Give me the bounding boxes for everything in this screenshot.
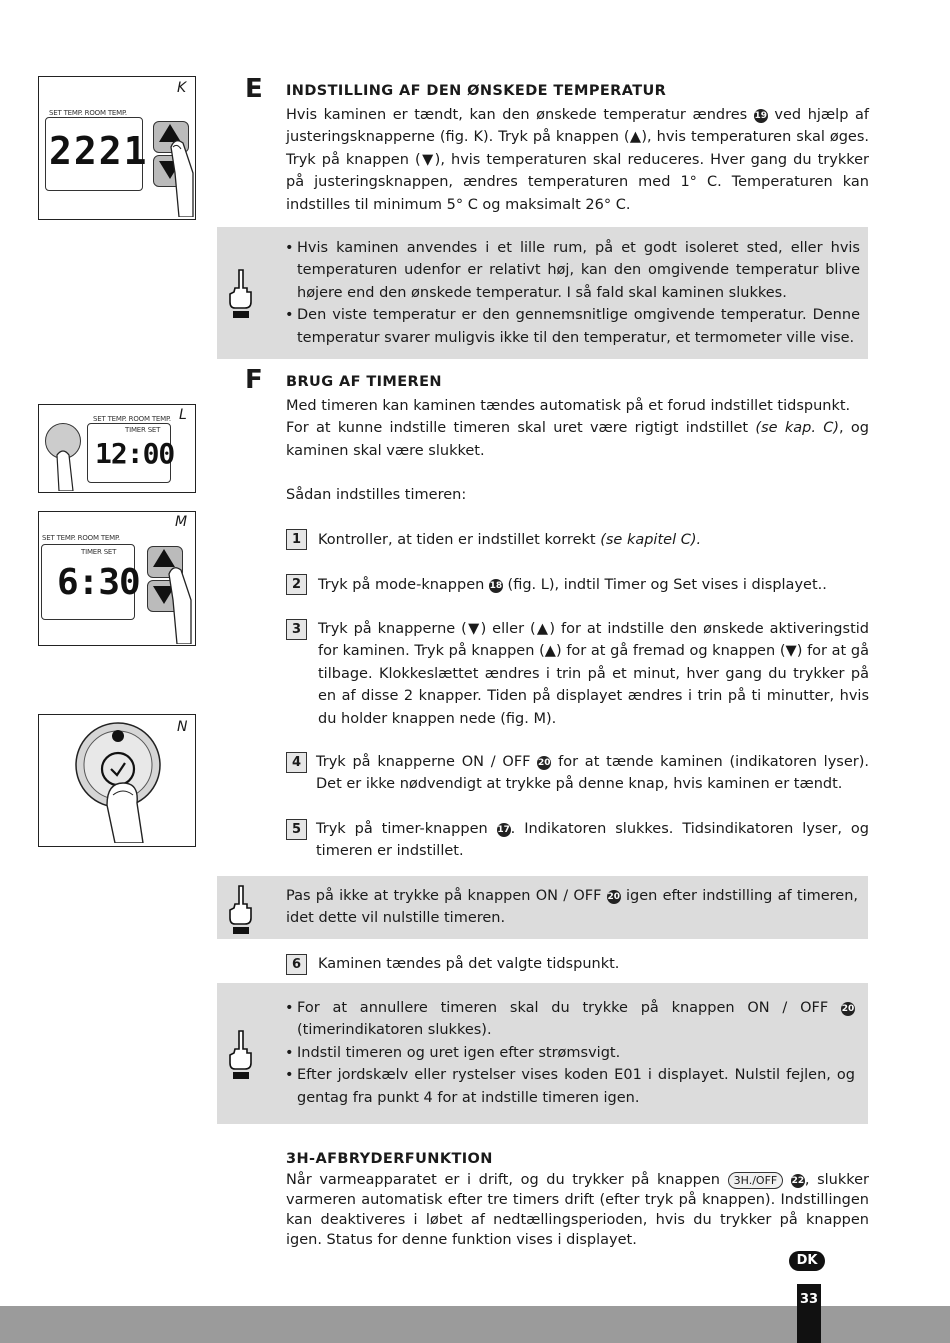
lcd-labels: SET TEMP. ROOM TEMP.	[49, 109, 127, 117]
lcd-timer-label: TIMER SET	[81, 548, 117, 556]
ref-number-badge: 20	[538, 758, 551, 768]
section-letter-f: F	[245, 365, 263, 395]
finger-icon	[165, 133, 195, 217]
lcd-digits: 12:00	[95, 437, 175, 470]
step-text: Kaminen tændes på det valgte tidspunkt.	[318, 956, 620, 972]
lcd-digits: 2221	[49, 129, 149, 173]
pointing-hand-icon	[225, 884, 255, 936]
page-number: 33	[797, 1284, 821, 1343]
ref-number-badge: 18	[489, 581, 503, 591]
section-3h-paragraph: Når varmeapparatet er i drift, og du trykker på knappen 3H./OFF 22, slukker varmeren automatisk efter tre timers drift (efter tryk på knappen). Indstillingen kan deaktiveres i løbet af nedtællingsperioden, hvis du trykker på knappen igen. Status for denne funktion vises i displayet.	[286, 1172, 870, 1248]
step-number: 4	[286, 752, 307, 773]
figure-n	[38, 714, 196, 847]
note-item: • Efter jordskælv eller rystelser vises koden E01 i displayet. Nulstil fejlen, og gentag fra punkt 4 for at indstille timeren igen.	[285, 1064, 855, 1109]
paragraph-text: ved hjælp af justeringsknapperne (fig. K). Tryk på knappen (▲), hvis temperaturen skal øges. Tryk på knappen (▼), hvis temperaturen skal reduceres. Hver gang du trykker på justeringsknappen, ændres temperaturen med 1° C. Temperaturen kan indstilles til minimum 5° C og maksimalt 26° C.	[286, 107, 869, 213]
step-text: Kontroller, at tiden er indstillet korrekt (se kapitel C).	[318, 532, 702, 548]
step-text: Tryk på timer-knappen 17. Indikatoren slukkes. Tidsindikatoren lyser, og timeren er indstillet.	[316, 821, 869, 860]
step-text: Tryk på mode-knappen 18 (fig. L), indtil Timer og Set vises i displayet..	[318, 577, 827, 593]
step-number: 5	[286, 819, 307, 840]
note-item: • Den viste temperatur er den gennemsnitlige omgivende temperatur. Denne temperatur svarer muligvis ikke til den temperatur, et termometer ville vise.	[285, 304, 860, 349]
ref-number-badge: 17	[497, 825, 510, 835]
step-text: Tryk på knapperne (▼) eller (▲) for at indstille den ønskede aktiveringstid for kaminen. Tryk på knappen (▲) for at gå fremad og knappen (▼) for at gå tilbage. Klokkeslættet ændres i trin på et minut, hver gang du trykker på en af disse 2 knapper. Tiden på displayet ændres i trin på ti minutter, hvis du holder knappen nede (fig. M).	[318, 621, 869, 727]
step-number: 1	[286, 529, 307, 550]
ref-number-badge: 22	[791, 1176, 805, 1186]
figure-k	[38, 76, 196, 220]
note-item: • Hvis kaminen anvendes i et lille rum, på et godt isoleret sted, eller hvis temperaturen udenfor er relativt høj, kan den omgivende temperatur blive højere end den ønskede temperatur. I så fald skal kaminen slukkes.	[285, 237, 860, 304]
language-badge: DK	[789, 1251, 825, 1271]
figure-l	[38, 404, 196, 493]
figure-label: K	[177, 80, 187, 96]
figure-label: L	[179, 407, 187, 423]
timer-button-illustration	[75, 717, 165, 843]
figure-label: M	[175, 514, 188, 530]
section-e-heading: INDSTILLING AF DEN ØNSKEDE TEMPERATUR	[286, 83, 667, 99]
ref-number-badge: 20	[607, 892, 621, 902]
figure-label: N	[177, 719, 188, 735]
3h-off-button-icon: 3H./OFF	[728, 1172, 784, 1189]
intro-line: For at kunne indstille timeren skal uret være rigtigt indstillet (se kap. C), og kaminen skal være slukket.	[286, 420, 869, 459]
lcd-timer-label: TIMER SET	[125, 426, 161, 434]
figure-m	[38, 511, 196, 646]
paragraph-text: Hvis kaminen er tændt, kan den ønskede temperatur ændres	[286, 107, 754, 123]
intro-line: Med timeren kan kaminen tændes automatisk på et forud indstillet tidspunkt.	[286, 398, 851, 414]
step-number: 2	[286, 574, 307, 595]
note-box	[217, 227, 868, 359]
lcd-digits: 6:30	[57, 562, 140, 603]
section-e-paragraph	[286, 104, 869, 216]
finger-icon	[53, 447, 77, 491]
section-f-how: Sådan indstilles timeren:	[286, 487, 467, 503]
ref-number-badge: 20	[841, 1004, 855, 1014]
step-text: Tryk på knapperne ON / OFF 20 for at tænde kaminen (indikatoren lyser). Det er ikke nødvendigt at trykke på denne knap, hvis kaminen er tændt.	[316, 754, 869, 793]
ref-number-badge: 19	[754, 111, 768, 121]
note-box	[217, 983, 868, 1124]
pointing-hand-icon	[225, 1029, 255, 1081]
lcd-labels: SET TEMP. ROOM TEMP.	[42, 534, 120, 542]
finger-icon	[163, 560, 193, 644]
lcd-labels: SET TEMP. ROOM TEMP.	[93, 415, 171, 423]
section-f-heading: BRUG AF TIMEREN	[286, 374, 442, 390]
section-3h-heading: 3H-AFBRYDERFUNKTION	[286, 1151, 493, 1167]
pointing-hand-icon	[225, 268, 255, 320]
section-f-intro	[286, 395, 869, 462]
step-number: 3	[286, 619, 307, 640]
section-letter-e: E	[245, 74, 263, 104]
note-box	[217, 876, 868, 939]
note-item: • Indstil timeren og uret igen efter strømsvigt.	[285, 1042, 855, 1064]
note-text: Pas på ikke at trykke på knappen ON / OFF 20 igen efter indstilling af timeren, idet dette vil nulstille timeren.	[286, 888, 859, 927]
step-number: 6	[286, 954, 307, 975]
note-item: • For at annullere timeren skal du trykke på knappen ON / OFF 20 (timerindikatoren slukkes).	[285, 997, 855, 1042]
